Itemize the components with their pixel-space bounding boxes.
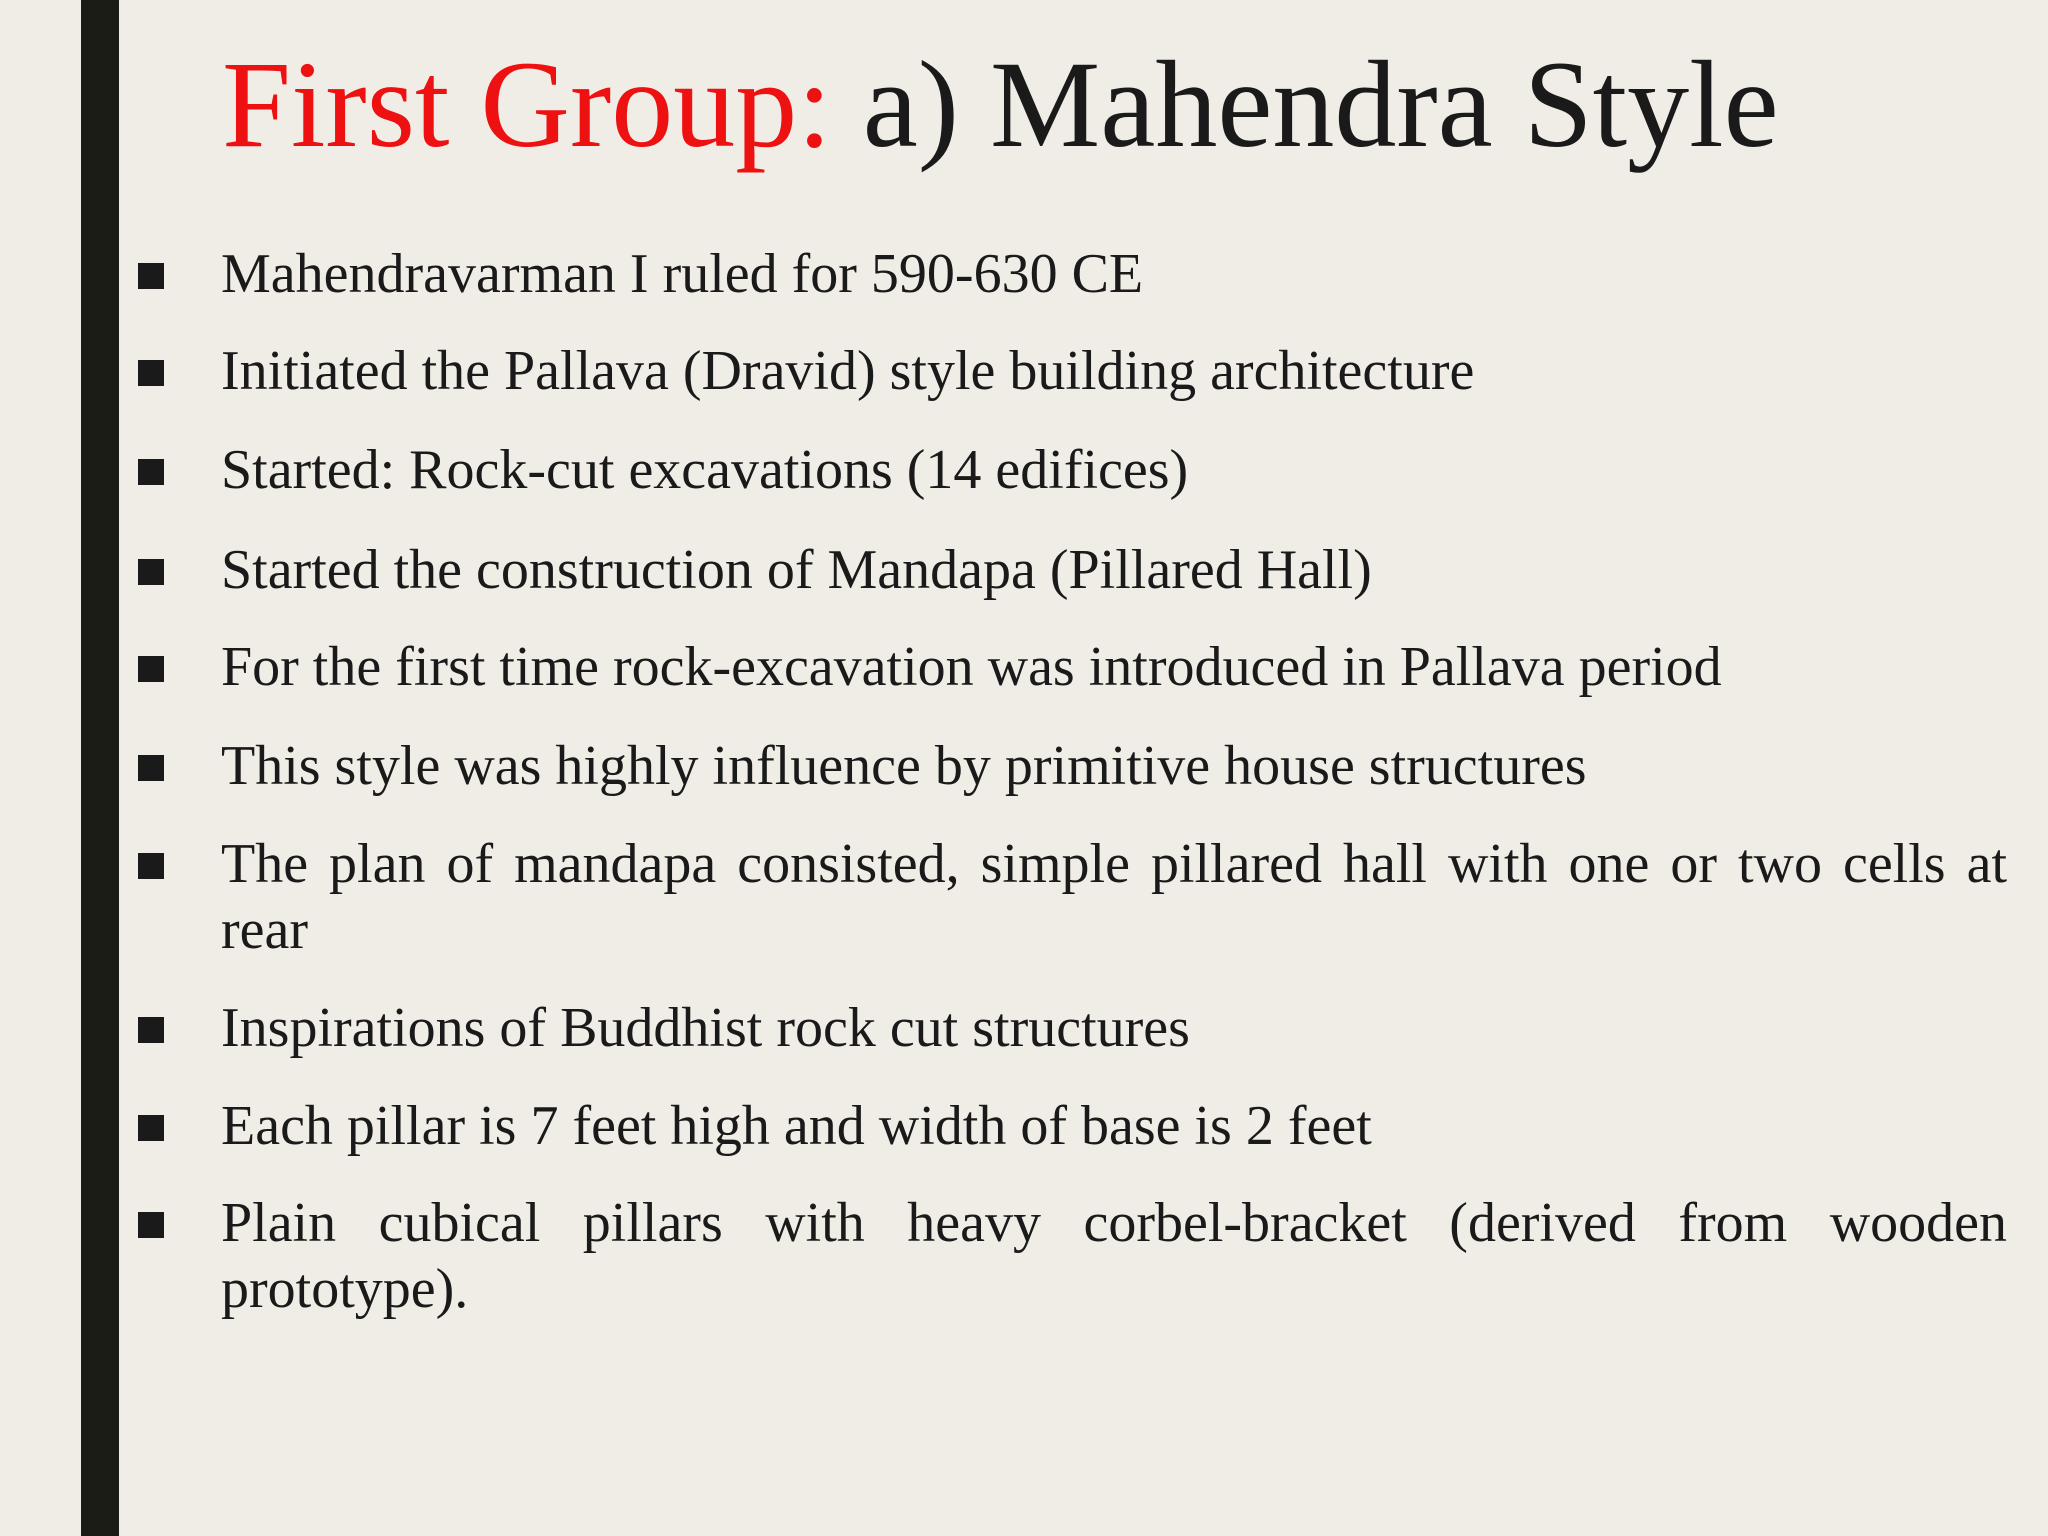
square-bullet-icon (138, 1212, 164, 1238)
bullet-text: The plan of mandapa consisted, simple pillared hall with one or two cells at rear (221, 833, 2007, 961)
square-bullet-icon (138, 1115, 164, 1141)
square-bullet-icon (138, 656, 164, 682)
bullet-text: Plain cubical pillars with heavy corbel-bracket (derived from wooden prototype). (221, 1192, 2007, 1320)
bullet-text: Started the construction of Mandapa (Pillared Hall) (221, 539, 1372, 601)
square-bullet-icon (138, 853, 164, 879)
bullet-text: Each pillar is 7 feet high and width of base is 2 feet (221, 1095, 1372, 1157)
square-bullet-icon (138, 755, 164, 781)
square-bullet-icon (138, 559, 164, 585)
square-bullet-icon (138, 459, 164, 485)
bullet-text: Started: Rock-cut excavations (14 edifices) (221, 439, 1189, 501)
square-bullet-icon (138, 360, 164, 386)
square-bullet-icon (138, 263, 164, 289)
title-accent: First Group: (222, 36, 832, 173)
bullet-text: For the first time rock-excavation was introduced in Pallava period (221, 636, 1722, 698)
square-bullet-icon (138, 1017, 164, 1043)
title-main: a) Mahendra Style (862, 36, 1779, 173)
bullet-text: Initiated the Pallava (Dravid) style building architecture (221, 340, 1475, 402)
bullet-text: Inspirations of Buddhist rock cut structures (221, 997, 1190, 1059)
bullet-text: This style was highly influence by primitive house structures (221, 735, 1587, 797)
bullet-text: Mahendravarman I ruled for 590-630 CE (221, 243, 1144, 305)
